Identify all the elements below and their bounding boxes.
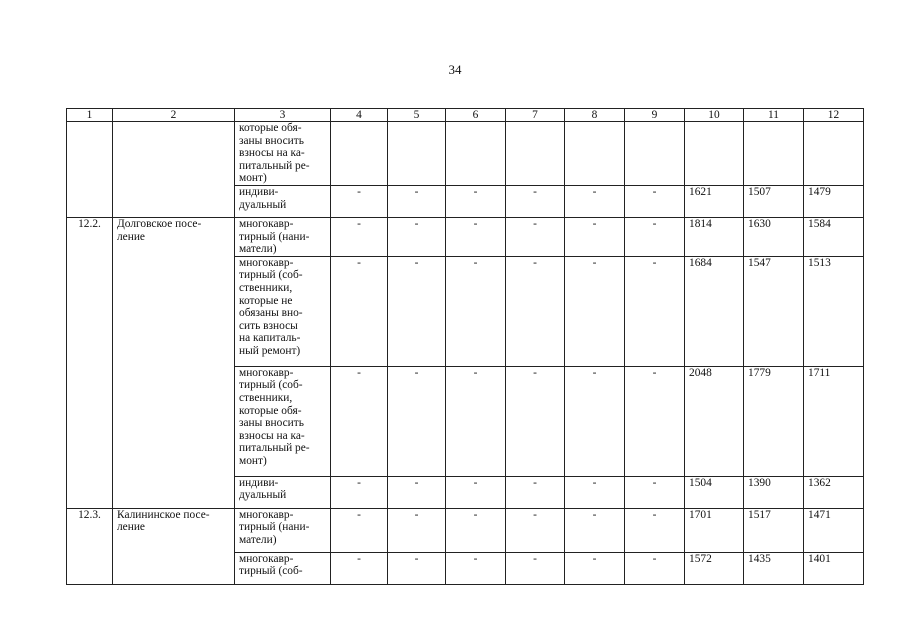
- value-cell: -: [565, 186, 625, 218]
- value-cell: -: [331, 476, 388, 508]
- value-cell: [565, 122, 625, 186]
- value-cell: -: [565, 552, 625, 584]
- value-cell: -: [565, 256, 625, 366]
- cell-line: тирный (соб-: [239, 565, 303, 578]
- settlement-cell: [113, 218, 235, 509]
- tariff-value-cell: 1621: [685, 186, 744, 218]
- value-cell: -: [331, 508, 388, 552]
- value-cell: -: [625, 256, 685, 366]
- settlement-cell: [113, 508, 235, 584]
- cell-line: обязаны вно-: [239, 307, 303, 320]
- housing-type-cell: [235, 508, 331, 552]
- cell-line: дуальный: [239, 489, 287, 502]
- value-cell: -: [388, 186, 446, 218]
- tariff-value-cell: 1547: [744, 256, 804, 366]
- value-cell: -: [506, 476, 565, 508]
- cell-line: многокавр-: [239, 552, 294, 565]
- housing-type-cell: [235, 552, 331, 584]
- table-row: [67, 122, 864, 186]
- cell-line: на капиталь-: [239, 332, 301, 345]
- tariff-value-cell: 1362: [804, 476, 864, 508]
- cell-line: ление: [117, 521, 145, 534]
- cell-line: многокавр-: [239, 366, 294, 379]
- housing-type-cell: [235, 122, 331, 186]
- value-cell: -: [331, 218, 388, 257]
- cell-line: индиви-: [239, 186, 279, 198]
- cell-line: которые обя-: [239, 404, 302, 417]
- value-cell: [625, 122, 685, 186]
- settlement-cell: [113, 122, 235, 218]
- value-cell: [331, 122, 388, 186]
- cell-line: ный ремонт): [239, 344, 301, 357]
- value-cell: -: [331, 186, 388, 218]
- value-cell: -: [446, 552, 506, 584]
- tariff-value-cell: 1814: [685, 218, 744, 257]
- tariff-value-cell: 1517: [744, 508, 804, 552]
- column-header: 8: [565, 109, 625, 122]
- cell-line: ственники,: [239, 281, 293, 294]
- cell-line: тирный (нани-: [239, 521, 310, 534]
- tariff-value-cell: [804, 122, 864, 186]
- cell-line: ление: [117, 230, 145, 243]
- value-cell: -: [506, 508, 565, 552]
- value-cell: -: [625, 552, 685, 584]
- tariff-value-cell: 1479: [804, 186, 864, 218]
- cell-line: питальный ре-: [239, 442, 310, 455]
- value-cell: -: [331, 366, 388, 476]
- tariff-value-cell: 1471: [804, 508, 864, 552]
- value-cell: -: [506, 366, 565, 476]
- housing-type-cell: [235, 186, 331, 218]
- cell-line: которые обя-: [239, 122, 302, 134]
- value-cell: [388, 122, 446, 186]
- column-header: 5: [388, 109, 446, 122]
- value-cell: -: [331, 552, 388, 584]
- column-header: 10: [685, 109, 744, 122]
- tariff-value-cell: 1504: [685, 476, 744, 508]
- cell-line: многокавр-: [239, 218, 294, 230]
- tariff-value-cell: 1390: [744, 476, 804, 508]
- cell-line: тирный (соб-: [239, 269, 303, 282]
- tariff-value-cell: 1779: [744, 366, 804, 476]
- cell-line: матели): [239, 243, 277, 256]
- value-cell: -: [388, 508, 446, 552]
- tariff-value-cell: [744, 122, 804, 186]
- housing-type-cell: [235, 256, 331, 366]
- tariff-value-cell: 1572: [685, 552, 744, 584]
- tariff-value-cell: 2048: [685, 366, 744, 476]
- tariff-value-cell: [685, 122, 744, 186]
- value-cell: -: [331, 256, 388, 366]
- cell-line: взносы на ка-: [239, 429, 305, 442]
- cell-line: питальный ре-: [239, 159, 310, 172]
- tariff-value-cell: 1401: [804, 552, 864, 584]
- cell-line: многокавр-: [239, 256, 294, 269]
- value-cell: -: [565, 218, 625, 257]
- housing-type-cell: [235, 476, 331, 508]
- value-cell: -: [565, 366, 625, 476]
- tariff-value-cell: 1711: [804, 366, 864, 476]
- tariff-value-cell: 1584: [804, 218, 864, 257]
- cell-line: заны вносить: [239, 417, 304, 430]
- cell-line: монт): [239, 172, 267, 185]
- cell-line: сить взносы: [239, 319, 298, 332]
- column-header: 12: [804, 109, 864, 122]
- page-number: 34: [448, 62, 462, 77]
- column-header: 11: [744, 109, 804, 122]
- cell-line: заны вносить: [239, 134, 304, 147]
- cell-line: многокавр-: [239, 508, 294, 521]
- value-cell: -: [388, 552, 446, 584]
- value-cell: -: [446, 186, 506, 218]
- value-cell: -: [446, 508, 506, 552]
- column-header: 9: [625, 109, 685, 122]
- cell-line: которые не: [239, 294, 293, 307]
- column-header: 4: [331, 109, 388, 122]
- cell-line: монт): [239, 454, 267, 467]
- cell-line: индиви-: [239, 476, 279, 489]
- value-cell: -: [388, 218, 446, 257]
- value-cell: -: [625, 508, 685, 552]
- value-cell: -: [625, 218, 685, 257]
- column-header: 7: [506, 109, 565, 122]
- tariff-value-cell: 1630: [744, 218, 804, 257]
- value-cell: -: [388, 256, 446, 366]
- housing-type-cell: [235, 218, 331, 257]
- tariff-value-cell: 1435: [744, 552, 804, 584]
- column-header: 2: [113, 109, 235, 122]
- cell-line: ственники,: [239, 391, 293, 404]
- table-header-row: [67, 109, 864, 122]
- value-cell: [446, 122, 506, 186]
- value-cell: -: [506, 186, 565, 218]
- value-cell: -: [565, 508, 625, 552]
- value-cell: -: [446, 476, 506, 508]
- cell-line: тирный (нани-: [239, 230, 310, 243]
- housing-type-cell: [235, 366, 331, 476]
- item-number-cell: 12.3.: [67, 508, 113, 584]
- value-cell: -: [388, 366, 446, 476]
- value-cell: -: [506, 552, 565, 584]
- value-cell: -: [506, 218, 565, 257]
- value-cell: -: [388, 476, 446, 508]
- value-cell: [506, 122, 565, 186]
- cell-line: дуальный: [239, 198, 287, 211]
- column-header: 3: [235, 109, 331, 122]
- value-cell: -: [625, 476, 685, 508]
- cell-line: матели): [239, 533, 277, 546]
- value-cell: -: [506, 256, 565, 366]
- table-row: [67, 508, 864, 552]
- column-header: 6: [446, 109, 506, 122]
- column-header: 1: [67, 109, 113, 122]
- cell-line: тирный (соб-: [239, 379, 303, 392]
- tariff-table: [66, 108, 864, 585]
- tariff-value-cell: 1507: [744, 186, 804, 218]
- value-cell: -: [446, 256, 506, 366]
- tariff-value-cell: 1684: [685, 256, 744, 366]
- cell-line: Калининское посе-: [117, 508, 210, 521]
- table-row: [67, 218, 864, 257]
- value-cell: -: [625, 366, 685, 476]
- cell-line: Долговское посе-: [117, 218, 202, 230]
- tariff-value-cell: 1701: [685, 508, 744, 552]
- item-number-cell: [67, 122, 113, 218]
- value-cell: -: [446, 366, 506, 476]
- item-number-cell: 12.2.: [67, 218, 113, 509]
- value-cell: -: [565, 476, 625, 508]
- cell-line: взносы на ка-: [239, 147, 305, 160]
- value-cell: -: [446, 218, 506, 257]
- tariff-value-cell: 1513: [804, 256, 864, 366]
- value-cell: -: [625, 186, 685, 218]
